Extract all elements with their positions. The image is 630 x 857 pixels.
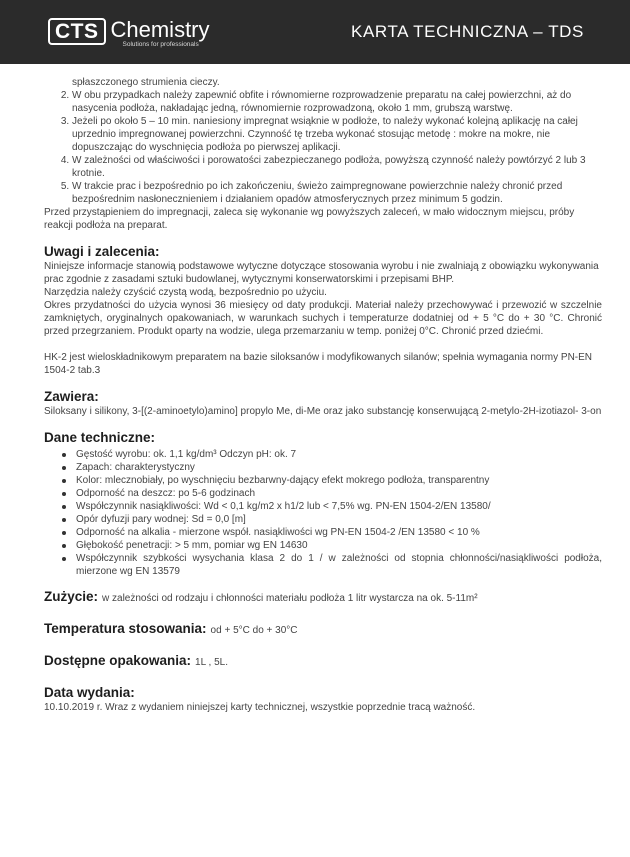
list-item: 3. Jeżeli po około 5 – 10 min. naniesiony impregnat wsiąknie w podłoże, to należy wykonać kolejną aplikację na całej uprzednio impregnowanej powierzchni. Czynność tę trzeba wykonać stosując metodę : mokre na mokre, nie dopuszczając do wyschnięcia podłoża po pierwszej aplikacji. (72, 115, 602, 154)
list-item: 4. W zależności od właściwości i porowatości zabezpieczanego podłoża, powyższą czynność należy powtórzyć 2 lub 3 krotnie. (72, 154, 602, 180)
packaging-row (44, 654, 602, 669)
paragraph: Niniejsze informacje stanowią podstawowe wytyczne dotyczące stosowania wyrobu i nie zwalniają z obowiązku wykonywania prac zgodnie z zasadami sztuki budowlanej, wytycznymi konserwatorskimi i przepisami BHP. (44, 261, 599, 285)
list-item: Współczynnik szybkości wysychania klasa 2 do 1 / w zależności od stopnia chłonności/nasiąkliwości podłoża, mierzone wg EN 13579 (70, 552, 602, 578)
list-item: Współczynnik nasiąkliwości: Wd < 0,1 kg/m2 x h1/2 lub < 7,5% wg. PN-EN 1504-2/EN 13580/ (70, 500, 602, 513)
consumption-row (44, 590, 602, 605)
issue-date-text: 10.10.2019 r. Wraz z wydaniem niniejszej karty technicznej, wszystkie poprzednie tracą ważność. (44, 702, 476, 713)
list-item: Kolor: mlecznobiały, po wyschnięciu bezbarwny-dający efekt mokrego podłoża, transparentny (70, 474, 602, 487)
list-item: Odporność na deszcz: po 5-6 godzinach (70, 487, 602, 500)
list-item: 5. W trakcie prac i bezpośrednio po ich zakończeniu, świeżo zaimpregnowane powierzchnie należy chronić przed bezpośrednim nasłonecznieniem i działaniem opadów atmosferycznych przez minimum 5 godzin. (72, 180, 602, 206)
packaging-value: 1L , 5L. (195, 657, 229, 668)
logo-text-group (111, 18, 210, 48)
section-heading-zawiera: Zawiera: (44, 389, 99, 404)
paragraph: Okres przydatności do użycia wynosi 36 miesięcy od daty produkcji. Materiał należy przechowywać i przewozić w szczelnie zamkniętych, oryginalnych opakowaniach, w warunkach suchych i temperaturze dodatniej od + 5 °C do + 30 °C. Chronić przed przegrzaniem. Produkt oparty na wodzie, ulega przemarzaniu w temp. poniżej 0°C. Chronić przed dziećmi. (44, 300, 602, 337)
list-item: 2. W obu przypadkach należy zapewnić obfite i równomierne rozprowadzenie preparatu na całej powierzchni, aż do nasycenia podłoża, nakładając jedną, równomiernie rozprowadzoną, około 1 mm, grubszą warstwę. (72, 89, 602, 115)
list-item: Odporność na alkalia - mierzone współ. nasiąkliwości wg PN-EN 1504-2 /EN 13580 < 10 % (70, 526, 602, 539)
page-header (0, 0, 630, 64)
temperature-label: Temperatura stosowania: (44, 621, 207, 636)
list-item: Opór dyfuzji pary wodnej: Sd = 0,0 [m] (70, 513, 602, 526)
temperature-row (44, 622, 602, 637)
list-item: Zapach: charakterystyczny (70, 461, 602, 474)
paragraph: Narzędzia należy czyścić czystą wodą, bezpośrednio po użyciu. (44, 287, 327, 298)
logo-tagline: Solutions for professionals (122, 41, 199, 48)
logo-cts-box: CTS (48, 18, 106, 45)
consumption-value: w zależności od rodzaju i chłonności materiału podłoża 1 litr wystarcza na ok. 5-11m² (102, 593, 478, 604)
consumption-label: Zużycie: (44, 589, 99, 604)
temperature-value: od + 5°C do + 30°C (210, 625, 298, 636)
logo-wordmark: Chemistry (110, 17, 210, 42)
company-logo (48, 18, 210, 48)
paragraph: HK-2 jest wieloskładnikowym preparatem na bazie siloksanów i modyfikowanych silanów; spełnia wymagania normy PN-EN 1504-2 tab.3 (44, 352, 593, 376)
section-heading-uwagi: Uwagi i zalecenia: (44, 244, 160, 259)
section-heading-dane: Dane techniczne: (44, 430, 156, 445)
list-item: Gęstość wyrobu: ok. 1,1 kg/dm³ Odczyn pH: ok. 7 (70, 448, 602, 461)
application-steps-list (44, 89, 602, 206)
test-recommendation: Przed przystąpieniem do impregnacji, zaleca się wykonanie wg powyższych zaleceń, w mało widocznym miejscu, próby reakcji podłoża na preparat. (44, 207, 575, 231)
technical-data-list (44, 448, 602, 578)
section-heading-data-wydania: Data wydania: (44, 685, 135, 700)
step-continuation: spłaszczonego strumienia cieczy. (72, 77, 220, 88)
list-item: Głębokość penetracji: > 5 mm, pomiar wg EN 14630 (70, 539, 602, 552)
composition-text: Siloksany i silikony, 3-[(2-aminoetylo)amino] propylo Me, di-Me oraz jako substancję konserwującą 2-metylo-2H-izotiazol- 3-on (44, 406, 602, 417)
document-body (0, 64, 630, 714)
packaging-label: Dostępne opakowania: (44, 653, 192, 668)
document-title: KARTA TECHNICZNA – TDS (351, 22, 584, 41)
